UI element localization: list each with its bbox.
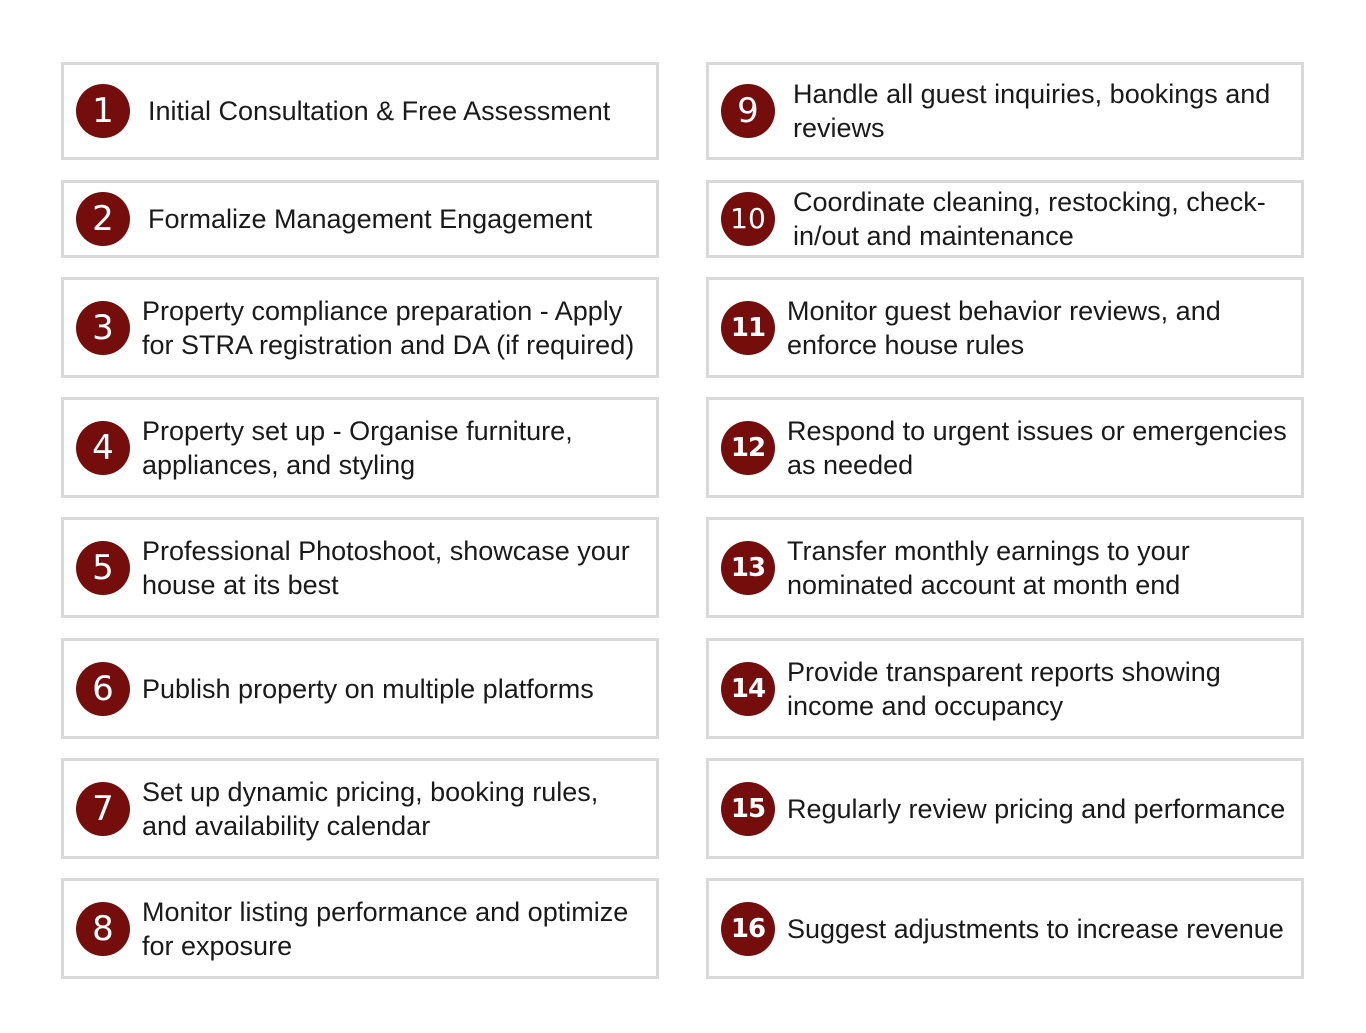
step-text: Handle all guest inquiries, bookings and reviews — [793, 79, 1271, 143]
step-card-14 — [706, 638, 1304, 739]
step-card-7 — [61, 758, 659, 859]
step-text: Monitor listing performance and optimize for exposure — [142, 896, 629, 961]
step-card-5 — [61, 517, 659, 618]
step-number-badge: 4 — [76, 421, 130, 475]
step-text: Respond to urgent issues or emergencies as needed — [787, 415, 1287, 480]
step-card-3 — [61, 277, 659, 378]
step-number-badge: 15 — [721, 782, 775, 836]
step-text: Suggest adjustments to increase revenue — [787, 913, 1284, 944]
step-number-badge: 2 — [76, 192, 130, 246]
step-text: Provide transparent reports showing income and occupancy — [787, 656, 1221, 721]
step-text: Professional Photoshoot, showcase your house at its best — [142, 535, 630, 600]
step-text: Formalize Management Engagement — [148, 204, 593, 234]
step-card-9 — [706, 62, 1304, 160]
step-text: Coordinate cleaning, restocking, check-in/out and maintenance — [793, 187, 1266, 251]
step-number-badge: 13 — [721, 541, 775, 595]
step-card-4 — [61, 397, 659, 498]
step-text: Property set up - Organise furniture, appliances, and styling — [142, 415, 573, 480]
step-number-badge: 5 — [76, 541, 130, 595]
step-card-13 — [706, 517, 1304, 618]
step-text: Monitor guest behavior reviews, and enforce house rules — [787, 295, 1221, 360]
step-number-badge: 10 — [721, 192, 775, 246]
step-number-badge: 11 — [721, 301, 775, 355]
step-number-badge: 14 — [721, 662, 775, 716]
step-text: Set up dynamic pricing, booking rules, and availability calendar — [142, 776, 599, 841]
step-number-badge: 3 — [76, 301, 130, 355]
step-card-6 — [61, 638, 659, 739]
step-card-2 — [61, 180, 659, 258]
step-card-12 — [706, 397, 1304, 498]
step-text: Publish property on multiple platforms — [142, 673, 594, 704]
step-number-badge: 9 — [721, 84, 775, 138]
step-text: Regularly review pricing and performance — [787, 793, 1286, 824]
step-number-badge: 6 — [76, 662, 130, 716]
step-text: Property compliance preparation - Apply for STRA registration and DA (if required) — [142, 295, 635, 360]
step-number-badge: 8 — [76, 902, 130, 956]
step-card-8 — [61, 878, 659, 979]
step-card-1 — [61, 62, 659, 160]
step-number-badge: 1 — [76, 84, 130, 138]
step-text: Initial Consultation & Free Assessment — [148, 96, 611, 126]
step-card-15 — [706, 758, 1304, 859]
step-number-badge: 16 — [721, 902, 775, 956]
step-card-16 — [706, 878, 1304, 979]
step-card-11 — [706, 277, 1304, 378]
step-text: Transfer monthly earnings to your nominated account at month end — [787, 535, 1190, 600]
step-number-badge: 7 — [76, 782, 130, 836]
step-card-10 — [706, 180, 1304, 258]
step-number-badge: 12 — [721, 421, 775, 475]
